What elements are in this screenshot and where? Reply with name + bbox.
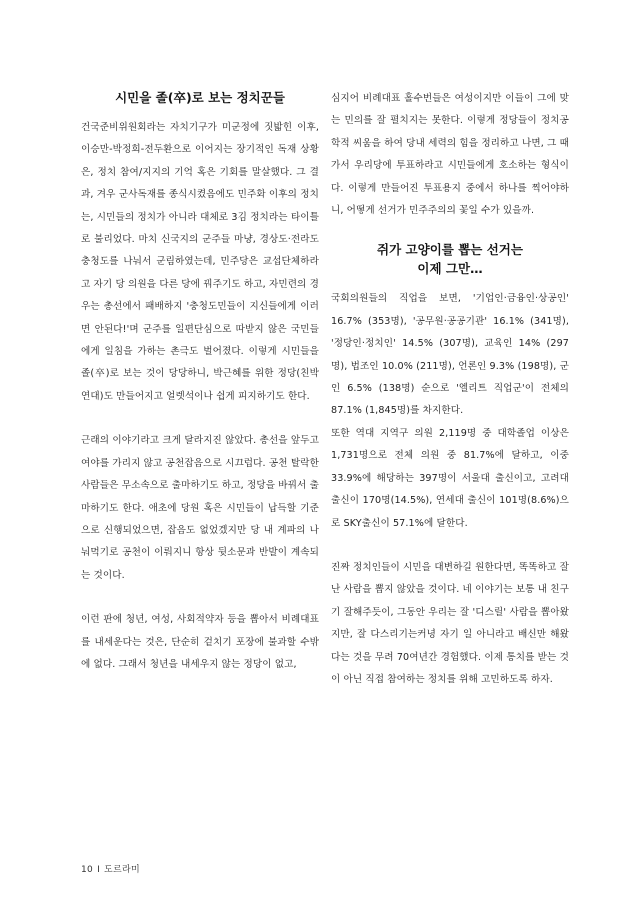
left-paragraph-3: 이런 판에 청년, 여성, 사회적약자 등을 뽑아서 비례대표를 내세운다는 것은, 단순히 겉치기 포장에 불과할 수밖에 없다. 그래서 청년을 내세우지 않는 정당이 없고, bbox=[81, 614, 319, 670]
section-title-right-line1: 쥐가 고양이를 뽑는 선거는 bbox=[377, 242, 523, 258]
left-paragraph-1: 건국준비위원회라는 자치기구가 미군정에 짓밟힌 이후, 이승만-박정희-전두환으로 이어지는 장기적인 독재 상황은, 정치 참여/지지의 기억 혹은 기회를 말살했다. 그 결과, 겨우 군사독재를 종식시켰음에도 민주화 이후의 정치는, 시민들의 정치가 아니라 대체로 3김 정치라는 타이틀로 불리었다. 마치 신국지의 군주들 마냥, 경상도·전라도 충청도를 나눠서 군림하였는데, 민주당은 교섭단체하라고 자기 당 의원을 다른 당에 꿔주기도 하고, 자민련의 경우는 총선에서 패배하지 '충청도민들이 지신들에게 이러면 안된다!'며 군주를 일편단심으로 따받지 않은 국민들에게 일침을 가하는 촌극도 벌어졌다. 이렇게 시민들을 졸(卒)로 보는 것이 당당하니, 박근혜를 위한 정당(친박연대)도 만들어지고 얼렛석이나 쉽게 피지하기도 한다. bbox=[81, 122, 319, 402]
right-paragraph-top: 심지어 비례대표 홀수번들은 여성이지만 이들이 그에 맞는 민의를 잘 펼치지는 못한다. 이렇게 정당들이 정치공학적 씨움을 하여 당내 세력의 힘을 정리하고 나면, 그 때 가서 우리당에 투표하라고 시민들에게 호소하는 형식이다. 이렇게 만들어진 투표용지 중에서 하나를 찍어야하니, 어떻게 선거가 민주주의의 꽃일 수가 있을까. bbox=[331, 93, 569, 217]
right-column bbox=[331, 88, 569, 691]
publication-name: 도르라미 bbox=[104, 865, 141, 875]
right-paragraph-3: 진짜 정치인들이 시민을 대변하길 원한다면, 똑똑하고 잘난 사람을 뽑지 않았을 것이다. 네 이야기는 보통 내 친구기 잘해주듯이, 그동안 우리는 잘 '디스릴' 사람을 뽑아왔지만, 잘 다스리기는커녕 자기 일 아니라고 배신만 해왔다는 것을 무려 70여년간 경험했다. 이제 통치를 받는 것이 아닌 직접 참여하는 정치를 위해 고민하도록 하자. bbox=[331, 561, 569, 685]
left-paragraph-2: 근래의 이야기라고 크게 달라지진 않았다. 총선을 앞두고 여야를 가리지 않고 공천잡음으로 시끄럽다. 공천 탈락한 사람들은 무소속으로 출마하기도 하고, 정당을 바꿔서 출마하기도 한다. 애초에 당원 혹은 시민들이 납득할 기준으로 신행되었으면, 잡음도 없었겠지만 당 내 계파의 나눠먹기로 공천이 이뤄지니 항상 뒷소문과 반발이 계속되는 것이다. bbox=[81, 435, 319, 581]
right-paragraph-1: 국회의원들의 직업을 보면, '기업인·금융인·상공인' 16.7% (353명), '공무원·공공기관' 16.1% (341명), '정당인·정치인' 14.5% (307명), 교육인 14% (297명), 법조인 10.0% (211명), 언론인 9.3% (198명), 군인 6.5% (138명) 순으로 '엘리트 직업군'이 전체의 87.1% (1,845명)를 차지한다. bbox=[331, 293, 569, 417]
section-title-right bbox=[331, 240, 569, 278]
section-title-right-line2: 이제 그만… bbox=[417, 261, 483, 277]
page-footer bbox=[81, 862, 140, 875]
page-number: 10 bbox=[81, 865, 94, 875]
section-title-left: 시민을 졸(卒)로 보는 정치꾼들 bbox=[115, 90, 285, 105]
footer-separator: I bbox=[97, 865, 101, 875]
left-column bbox=[81, 88, 319, 676]
right-paragraph-2: 또한 역대 지역구 의원 2,119명 중 대학졸업 이상은 1,731명으로 전체 의원 중 81.7%에 달하고, 이중 33.9%에 해당하는 397명이 서울대 출신이고, 고려대 출신이 170명(14.5%), 연세대 출신이 101명(8.6%)으로 SKY출신이 57.1%에 달한다. bbox=[331, 427, 569, 529]
